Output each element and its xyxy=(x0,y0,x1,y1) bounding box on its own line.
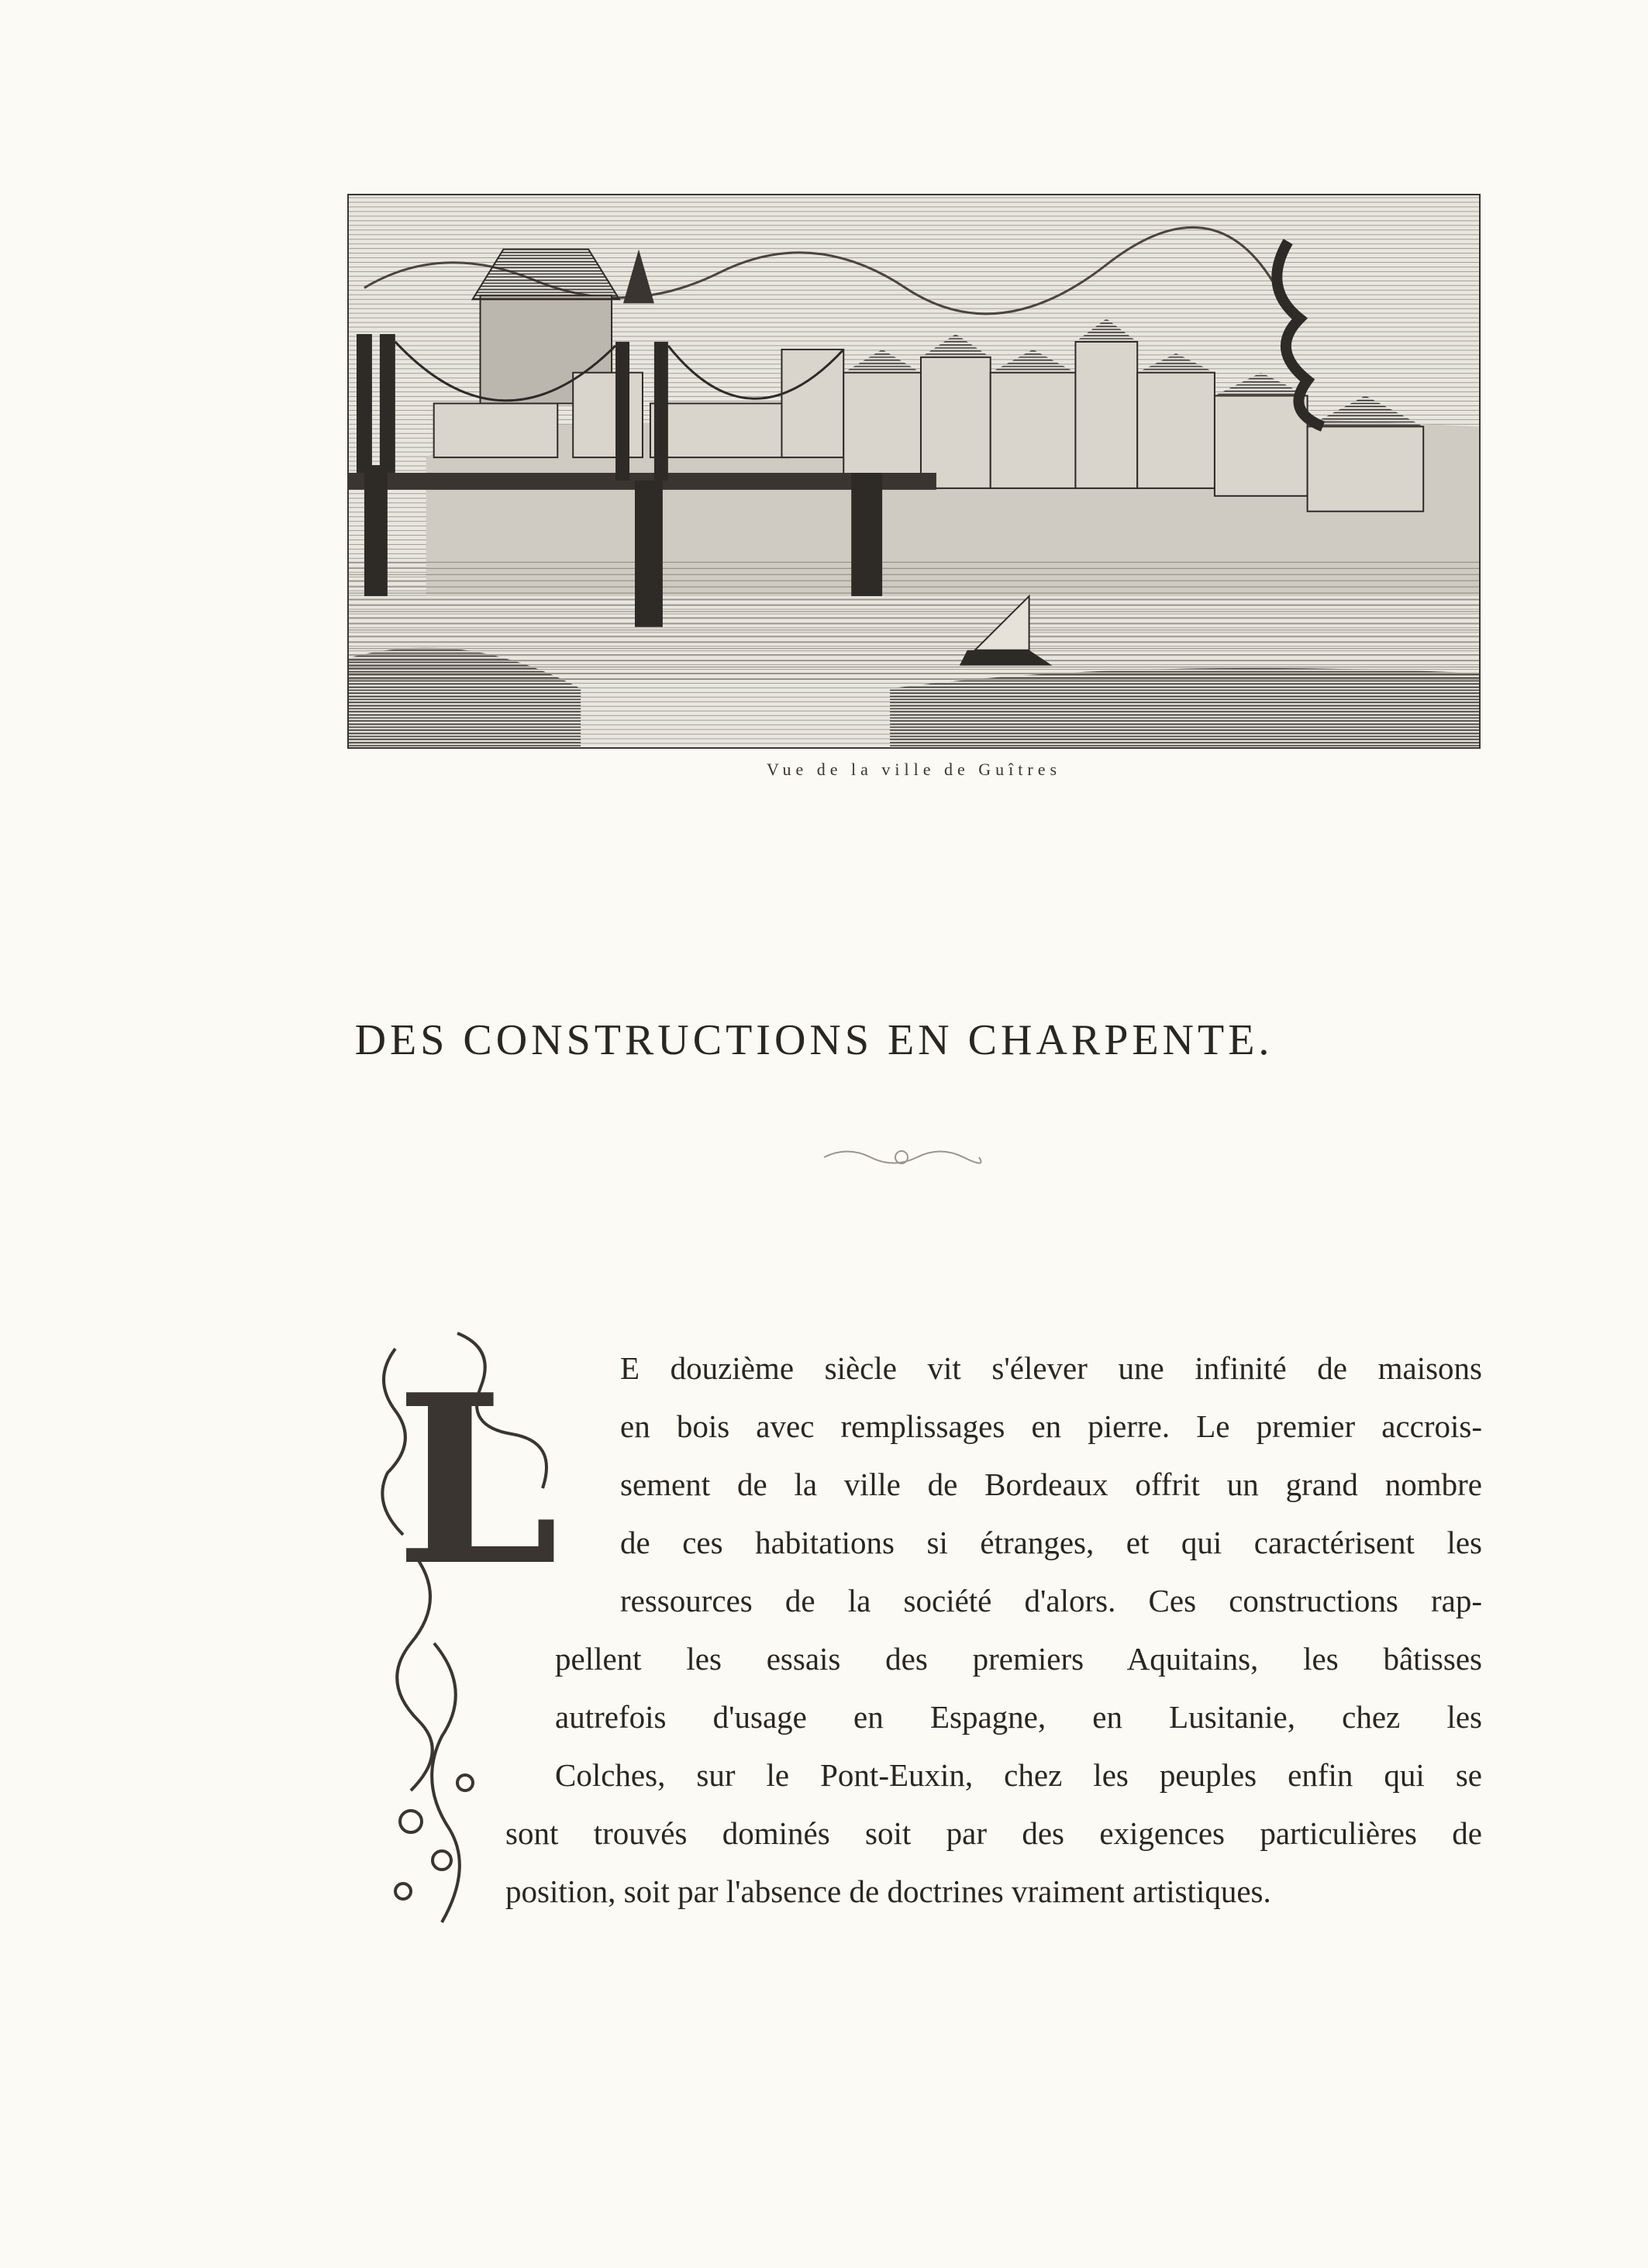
decorated-drop-cap xyxy=(364,1318,597,1953)
paragraph-line: E douzième siècle vit s'élever une infinité de maisons xyxy=(620,1350,1482,1386)
paragraph-line: pellent les essais des premiers Aquitains, les bâtisses xyxy=(555,1641,1482,1677)
paragraph-line: autrefois d'usage en Espagne, en Lusitanie, chez les xyxy=(555,1699,1482,1735)
foreground-shore-right xyxy=(890,668,1479,747)
paragraph-line: de ces habitations si étranges, et qui caractérisent les xyxy=(620,1525,1482,1560)
chapter-title: DES CONSTRUCTIONS EN CHARPENTE. xyxy=(354,1016,1274,1064)
paragraph-line: ressources de la société d'alors. Ces constructions rap- xyxy=(620,1583,1482,1618)
drop-cap-letter: L xyxy=(395,1343,559,1617)
illustration-caption: Vue de la ville de Guîtres xyxy=(766,760,1062,779)
paragraph-line: sement de la ville de Bordeaux offrit un grand nombre xyxy=(620,1467,1482,1502)
title-ornament xyxy=(816,1146,987,1169)
paragraph-line: position, soit par l'absence de doctrines vraiment artistiques. xyxy=(505,1873,1271,1909)
engraving-illustration xyxy=(347,194,1481,749)
paragraph-line: Colches, sur le Pont-Euxin, chez les peuples enfin qui se xyxy=(555,1757,1482,1793)
paragraph-line: en bois avec remplissages en pierre. Le premier accrois- xyxy=(620,1408,1482,1444)
town-view-drawing xyxy=(349,195,1479,747)
paragraph-line: sont trouvés dominés soit par des exigences particulières de xyxy=(505,1815,1482,1851)
